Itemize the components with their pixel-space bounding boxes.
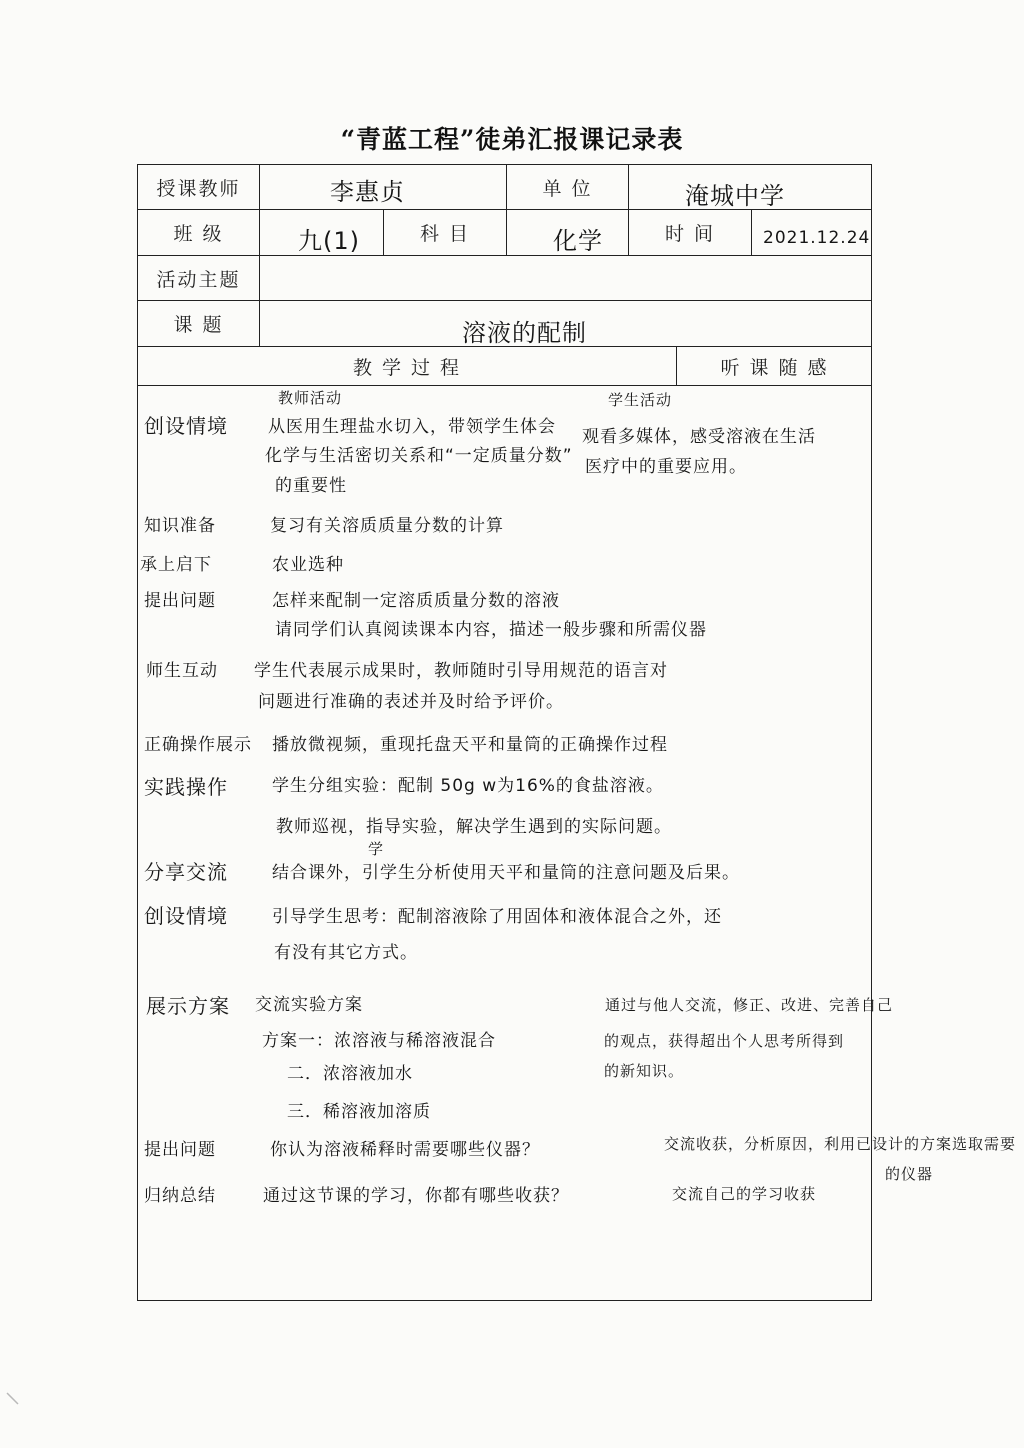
unit-value: 淹城中学 (685, 182, 785, 210)
page-title: “青蓝工程”徒弟汇报课记录表 (340, 125, 684, 154)
feeling-header: 听 课 随 感 (720, 356, 829, 379)
step-name: 创设情境 (144, 904, 228, 928)
teacher-label: 授课教师 (156, 177, 241, 200)
lesson-label: 课 题 (173, 314, 224, 336)
student-note: 交流自己的学习收获 (672, 1185, 817, 1203)
step-line: 的重要性 (275, 476, 347, 496)
step-line: 复习有关溶质质量分数的计算 (270, 516, 504, 536)
student-note: 交流收获，分析原因，利用已设计的方案选取需要 (664, 1135, 1017, 1153)
class-label: 班 级 (173, 223, 224, 245)
step-line: 交流实验方案 (255, 995, 363, 1015)
step-line: 二．浓溶液加水 (287, 1064, 413, 1084)
step-name: 归纳总结 (144, 1186, 216, 1206)
student-note: 观看多媒体，感受溶液在生活 (582, 427, 816, 447)
student-note: 通过与他人交流，修正、改进、完善自己 (605, 996, 894, 1014)
time-label: 时 间 (664, 223, 716, 245)
step-line: 学生分组实验：配制 50g w为16%的食盐溶液。 (272, 776, 664, 796)
class-value: 九(1) (298, 227, 360, 255)
step-name: 创设情境 (144, 414, 228, 438)
step-line: 你认为溶液稀释时需要哪些仪器？ (270, 1140, 540, 1160)
step-name: 师生互动 (146, 661, 218, 681)
step-name: 承上启下 (140, 555, 212, 575)
step-name: 实践操作 (144, 775, 228, 799)
step-line: 有没有其它方式。 (274, 943, 418, 963)
step-name: 展示方案 (146, 994, 230, 1018)
step-name: 正确操作展示 (144, 735, 252, 755)
unit-label: 单 位 (542, 177, 593, 200)
subject-label: 科 目 (419, 223, 471, 245)
inserted-char: 学 (368, 840, 385, 858)
step-line: 从医用生理盐水切入，带领学生体会 (268, 417, 556, 437)
subject-value: 化学 (553, 227, 603, 255)
step-line: 方案一：浓溶液与稀溶液混合 (262, 1031, 496, 1051)
step-line: 请同学们认真阅读课本内容，描述一般步骤和所需仪器 (275, 620, 707, 640)
step-line: 教师巡视，指导实验，解决学生遇到的实际问题。 (276, 817, 672, 837)
teacher-activity-label: 教师活动 (278, 389, 343, 407)
theme-label: 活动主题 (156, 268, 241, 291)
scan-mark-icon (6, 1392, 20, 1406)
step-line: 农业选种 (272, 555, 344, 575)
step-name: 提出问题 (144, 591, 216, 611)
lesson-value: 溶液的配制 (462, 319, 587, 347)
student-activity-label: 学生活动 (608, 391, 673, 409)
student-note: 的新知识。 (604, 1062, 685, 1080)
student-note: 的观点，获得超出个人思考所得到 (604, 1032, 845, 1050)
step-line: 化学与生活密切关系和“一定质量分数” (265, 446, 573, 466)
step-name: 分享交流 (144, 860, 228, 884)
step-line: 怎样来配制一定溶质质量分数的溶液 (272, 591, 560, 611)
step-line: 引导学生思考：配制溶液除了用固体和液体混合之外，还 (272, 907, 722, 927)
step-line: 播放微视频，重现托盘天平和量筒的正确操作过程 (272, 735, 668, 755)
step-line: 通过这节课的学习，你都有哪些收获？ (263, 1186, 569, 1206)
step-name: 知识准备 (144, 516, 216, 536)
process-header: 教 学 过 程 (352, 356, 462, 379)
step-line: 问题进行准确的表述并及时给予评价。 (258, 692, 564, 712)
step-name: 提出问题 (144, 1140, 216, 1160)
step-line: 学生代表展示成果时，教师随时引导用规范的语言对 (254, 661, 668, 681)
step-line: 三．稀溶液加溶质 (287, 1102, 431, 1122)
student-note: 医疗中的重要应用。 (585, 457, 747, 477)
step-line: 结合课外，引学生分析使用天平和量筒的注意问题及后果。 (272, 863, 740, 883)
teacher-value: 李惠贞 (330, 178, 405, 206)
student-note: 的仪器 (885, 1165, 934, 1183)
time-value: 2021.12.24 (763, 228, 871, 248)
